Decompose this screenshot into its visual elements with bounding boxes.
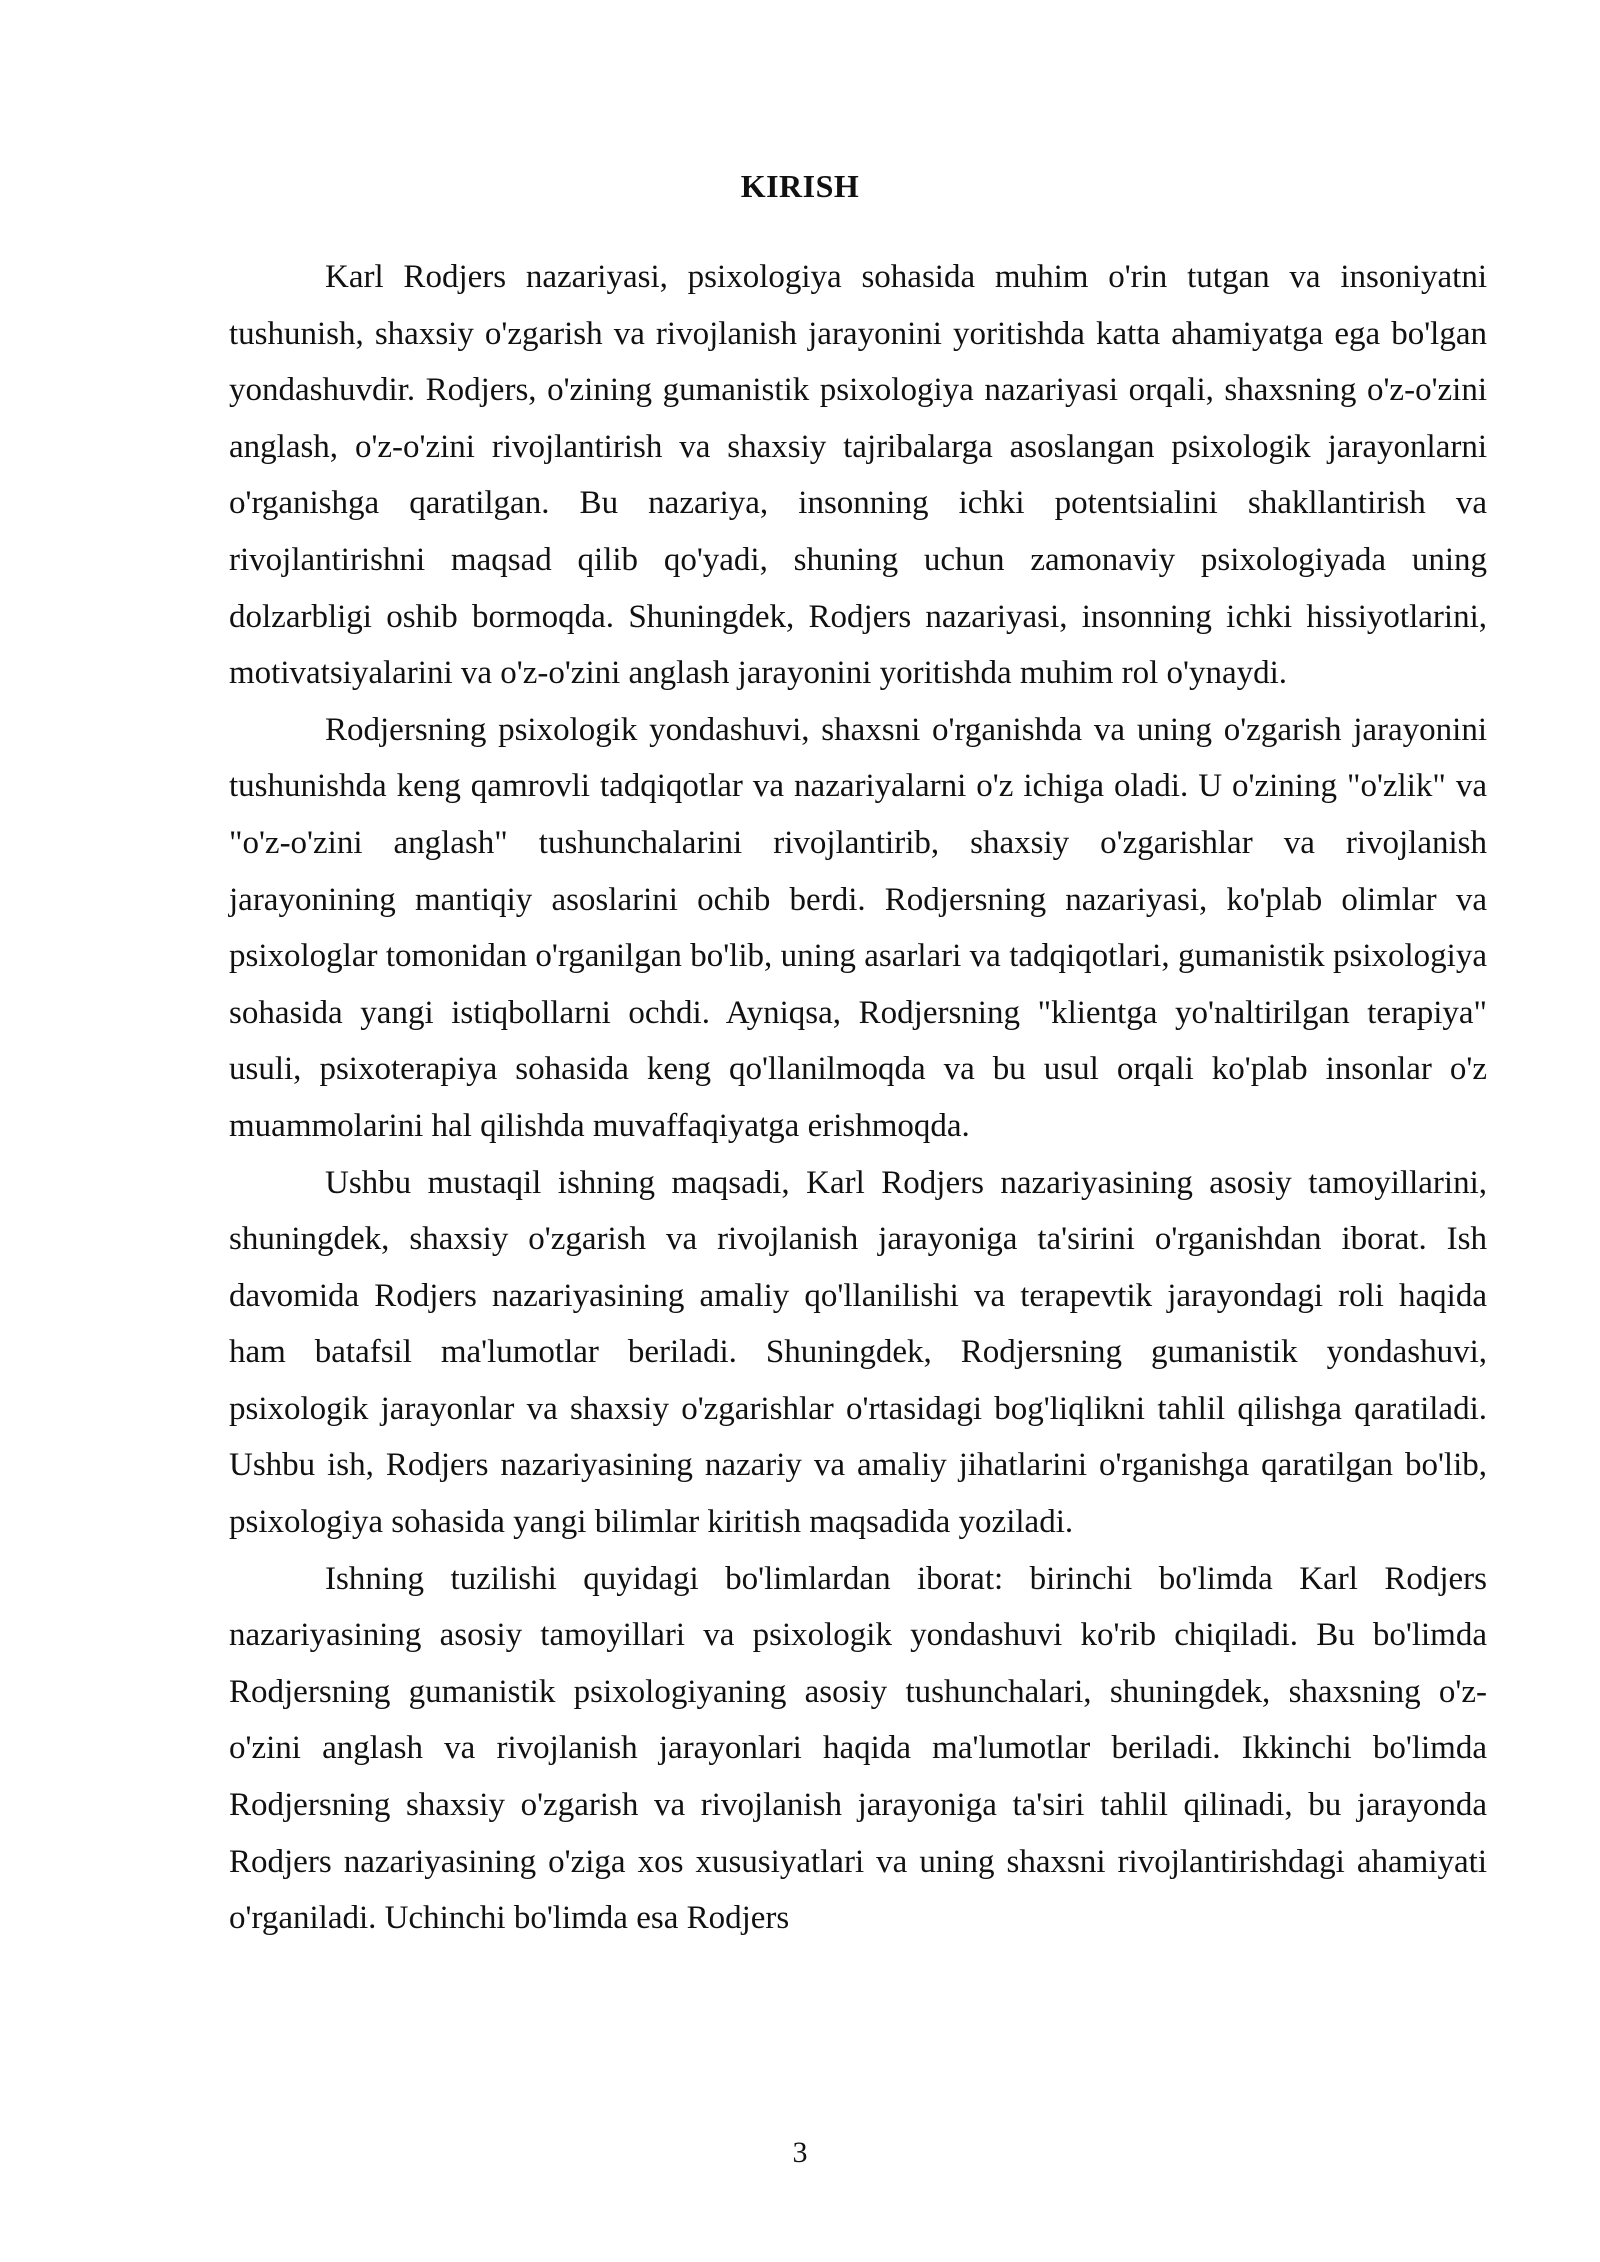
paragraph-3: Ushbu mustaqil ishning maqsadi, Karl Rodjers nazariyasining asosiy tamoyillarini, shuningdek, shaxsiy o'zgarish va rivojlanish jarayoniga ta'sirini o'rganishdan iborat. Ish davomida Rodjers nazariyasining amaliy qo'llanilishi va terapevtik jarayondagi roli haqida ham batafsil ma'lumotlar beriladi. Shuningdek, Rodjersning gumanistik yondashuvi, psixologik jarayonlar va shaxsiy o'zgarishlar o'rtasidagi bog'liqlikni tahlil qilishga qaratiladi. Ushbu ish, Rodjers nazariyasining nazariy va amaliy jihatlarini o'rganishga qaratilgan bo'lib, psixologiya sohasida yangi bilimlar kiritish maqsadida yoziladi. [229,1164,1487,1541]
paragraph-1: Karl Rodjers nazariyasi, psixologiya sohasida muhim o'rin tutgan va insoniyatni tushunish, shaxsiy o'zgarish va rivojlanish jarayonini yoritishda katta ahamiyatga ega bo'lgan yondashuvdir. Rodjers, o'zining gumanistik psixologiya nazariyasi orqali, shaxsning o'z-o'zini anglash, o'z-o'zini rivojlantirish va shaxsiy tajribalarga asoslangan psixologik jarayonlarni o'rganishga qaratilgan. Bu nazariya, insonning ichki potentsialini shakllantirish va rivojlantirishni maqsad qilib qo'yadi, shuning uchun zamonaviy psixologiyada uning dolzarbligi oshib bormoqda. Shuningdek, Rodjers nazariyasi, insonning ichki hissiyotlarini, motivatsiyalarini va o'z-o'zini anglash jarayonini yoritishda muhim rol o'ynaydi. [229,259,1487,692]
paragraph-2: Rodjersning psixologik yondashuvi, shaxsni o'rganishda va uning o'zgarish jarayonini tushunishda keng qamrovli tadqiqotlar va nazariyalarni o'z ichiga oladi. U o'zining "o'zlik" va "o'z-o'zini anglash" tushunchalarini rivojlantirib, shaxsiy o'zgarishlar va rivojlanish jarayonining mantiqiy asoslarini ochib berdi. Rodjersning nazariyasi, ko'plab olimlar va psixologlar tomonidan o'rganilgan bo'lib, uning asarlari va tadqiqotlari, gumanistik psixologiya sohasida yangi istiqbollarni ochdi. Ayniqsa, Rodjersning "klientga yo'naltirilgan terapiya" usuli, psixoterapiya sohasida keng qo'llanilmoqda va bu usul orqali ko'plab insonlar o'z muammolarini hal qilishda muvaffaqiyatga erishmoqda. [229,711,1487,1144]
page-number: 3 [792,2136,808,2169]
page-title: KIRISH [740,168,860,204]
document-body [229,249,1487,1947]
paragraph-4: Ishning tuzilishi quyidagi bo'limlardan iborat: birinchi bo'limda Karl Rodjers nazariyasining asosiy tamoyillari va psixologik yondashuvi ko'rib chiqiladi. Bu bo'limda Rodjersning gumanistik psixologiyaning asosiy tushunchalari, shuningdek, shaxsning o'z-o'zini anglash va rivojlanish jarayonlari haqida ma'lumotlar beriladi. Ikkinchi bo'limda Rodjersning shaxsiy o'zgarish va rivojlanish jarayoniga ta'siri tahlil qilinadi, bu jarayonda Rodjers nazariyasining o'ziga xos xususiyatlari va uning shaxsni rivojlantirishdagi ahamiyati o'rganiladi. Uchinchi bo'limda esa Rodjers [229,1560,1487,1937]
